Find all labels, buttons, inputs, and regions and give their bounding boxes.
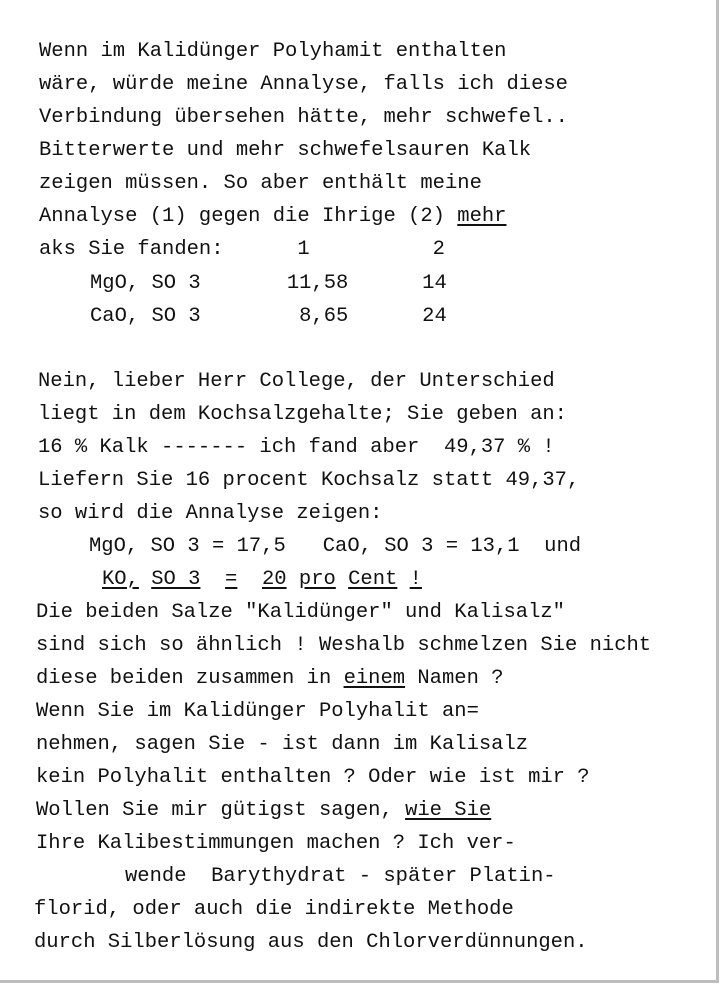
text-line	[39, 240, 445, 261]
text-line	[36, 636, 651, 657]
text-segment	[336, 568, 348, 591]
text-segment: liegt in dem Kochsalzgehalte; Sie geben an:	[38, 403, 567, 426]
text-line	[90, 307, 447, 328]
text-segment	[237, 568, 262, 591]
text-line	[39, 75, 568, 96]
text-line	[38, 372, 555, 393]
text-segment: Wollen Sie mir gütigst sagen,	[36, 799, 406, 822]
underlined-text: einem	[343, 667, 406, 690]
text-line	[36, 801, 491, 822]
text-line	[36, 603, 565, 624]
text-segment	[200, 568, 225, 591]
text-line	[38, 471, 579, 492]
text-line	[38, 504, 382, 525]
text-segment: MgO, SO 3 = 17,5 CaO, SO 3 = 13,1 und	[89, 535, 582, 558]
underlined-text: SO 3	[151, 568, 201, 591]
text-segment: florid, oder auch die indirekte Methode	[34, 898, 514, 921]
text-segment: Ihre Kalibestimmungen machen ? Ich ver-	[36, 832, 516, 855]
text-line	[39, 42, 506, 63]
text-line	[34, 900, 514, 921]
text-line	[36, 702, 479, 723]
text-segment: Wenn im Kalidünger Polyhamit enthalten	[39, 40, 507, 63]
text-line	[89, 537, 581, 558]
text-segment: sind sich so ähnlich ! Weshalb schmelzen Sie nicht	[36, 634, 652, 657]
text-line	[39, 108, 568, 129]
text-line	[125, 867, 556, 888]
underlined-text: wie Sie	[405, 799, 492, 822]
underlined-text: KO,	[102, 568, 139, 591]
text-segment: nehmen, sagen Sie - ist dann im Kalisalz	[36, 733, 529, 756]
underlined-text: mehr	[457, 205, 507, 228]
text-segment: diese beiden zusammen in	[36, 667, 344, 690]
text-segment: durch Silberlösung aus den Chlorverdünnungen.	[34, 931, 588, 954]
text-line	[36, 834, 516, 855]
underlined-text: !	[409, 568, 422, 591]
text-segment: 16 % Kalk ------- ich fand aber 49,37 % !	[38, 436, 555, 459]
text-line	[36, 768, 590, 789]
text-segment: Nein, lieber Herr College, der Unterschied	[38, 370, 555, 393]
text-segment: zeigen müssen. So aber enthält meine	[39, 172, 482, 195]
text-segment: wäre, würde meine Annalyse, falls ich diese	[39, 73, 568, 96]
text-segment	[139, 568, 151, 591]
text-segment: Verbindung übersehen hätte, mehr schwefel..	[39, 106, 568, 129]
underlined-text: pro	[298, 568, 336, 591]
text-line	[38, 405, 567, 426]
underlined-text: =	[225, 568, 238, 591]
text-segment: Wenn Sie im Kalidünger Polyhalit an=	[36, 700, 479, 723]
underlined-text: Cent	[348, 568, 398, 591]
text-line	[90, 274, 447, 295]
text-segment: MgO, SO 3 11,58 14	[90, 272, 447, 295]
text-line	[39, 141, 531, 162]
text-line	[34, 933, 588, 954]
text-line	[39, 174, 482, 195]
text-line	[36, 669, 504, 690]
text-line	[39, 207, 507, 228]
text-segment: Liefern Sie 16 procent Kochsalz statt 49,37,	[38, 469, 580, 492]
text-line	[102, 570, 422, 591]
text-segment	[287, 568, 299, 591]
text-line	[36, 735, 528, 756]
text-segment: so wird die Annalyse zeigen:	[38, 502, 383, 525]
text-segment: Die beiden Salze "Kalidünger" und Kalisalz"	[36, 601, 565, 624]
text-segment: wende Barythydrat - später Platin-	[125, 865, 556, 888]
text-segment: Namen ?	[405, 667, 504, 690]
text-segment: CaO, SO 3 8,65 24	[90, 305, 447, 328]
underlined-text: 20	[261, 568, 287, 591]
text-segment	[397, 568, 409, 591]
text-segment: aks Sie fanden: 1 2	[39, 238, 445, 261]
text-line	[38, 438, 555, 459]
text-segment: Bitterwerte und mehr schwefelsauren Kalk	[39, 139, 532, 162]
text-segment: Annalyse (1) gegen die Ihrige (2)	[39, 205, 458, 228]
text-segment: kein Polyhalit enthalten ? Oder wie ist mir ?	[36, 766, 590, 789]
